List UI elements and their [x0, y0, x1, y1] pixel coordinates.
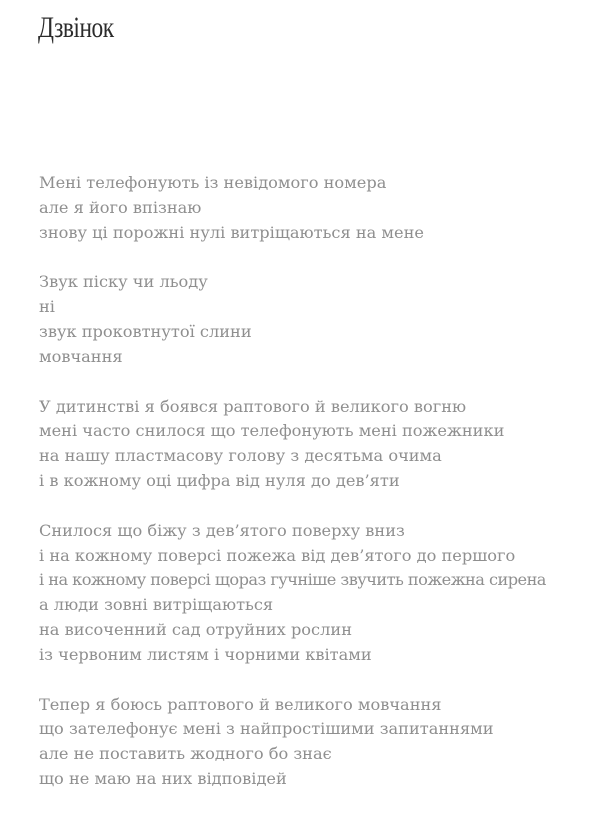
poem-line: і на кожному поверсі пожежа від дев’ятого до першого	[39, 545, 516, 565]
poem-line: але не поставить жодного бо знає	[39, 744, 332, 764]
poem-line: і на кожному поверсі щораз гучніше звучить пожежна сирена	[39, 570, 546, 590]
poem-line: мовчання	[39, 346, 123, 366]
stanza-3	[39, 395, 599, 494]
stanza-1	[39, 171, 599, 245]
stanza-2	[39, 270, 599, 369]
poem-line: знову ці порожні нулі витріщаються на мене	[39, 222, 424, 242]
stanza-5	[39, 693, 599, 792]
poem-title: Дзвінок	[38, 11, 114, 44]
poem-line: але я його впізнаю	[39, 197, 202, 217]
poem-line: Снилося що біжу з дев’ятого поверху вниз	[39, 520, 405, 540]
poem-line: мені часто снилося що телефонують мені пожежники	[39, 421, 505, 441]
poem-line: Тепер я боюсь раптового й великого мовчання	[39, 694, 442, 714]
poem-line: на височенний сад отруйних рослин	[39, 619, 352, 639]
poem-line: і в кожному оці цифра від нуля до дев’яти	[39, 470, 400, 490]
poem-line: що не маю на них відповідей	[39, 768, 287, 788]
poem-line: із червоним листям і чорними квітами	[39, 644, 372, 664]
poem-line: У дитинстві я боявся раптового й великого вогню	[39, 396, 467, 416]
poem-line: що зателефонує мені з найпростішими запитаннями	[39, 719, 494, 739]
poem-line: на нашу пластмасову голову з десятьма очима	[39, 446, 442, 466]
poem-body	[39, 171, 599, 817]
poem-line: а люди зовні витріщаються	[39, 595, 274, 615]
poem-line: ні	[39, 297, 55, 317]
stanza-4	[39, 519, 599, 668]
poem-line: Звук піску чи льоду	[39, 272, 208, 292]
poem-line: звук проковтнутої слини	[39, 321, 252, 341]
poem-line: Мені телефонують із невідомого номера	[39, 173, 387, 192]
